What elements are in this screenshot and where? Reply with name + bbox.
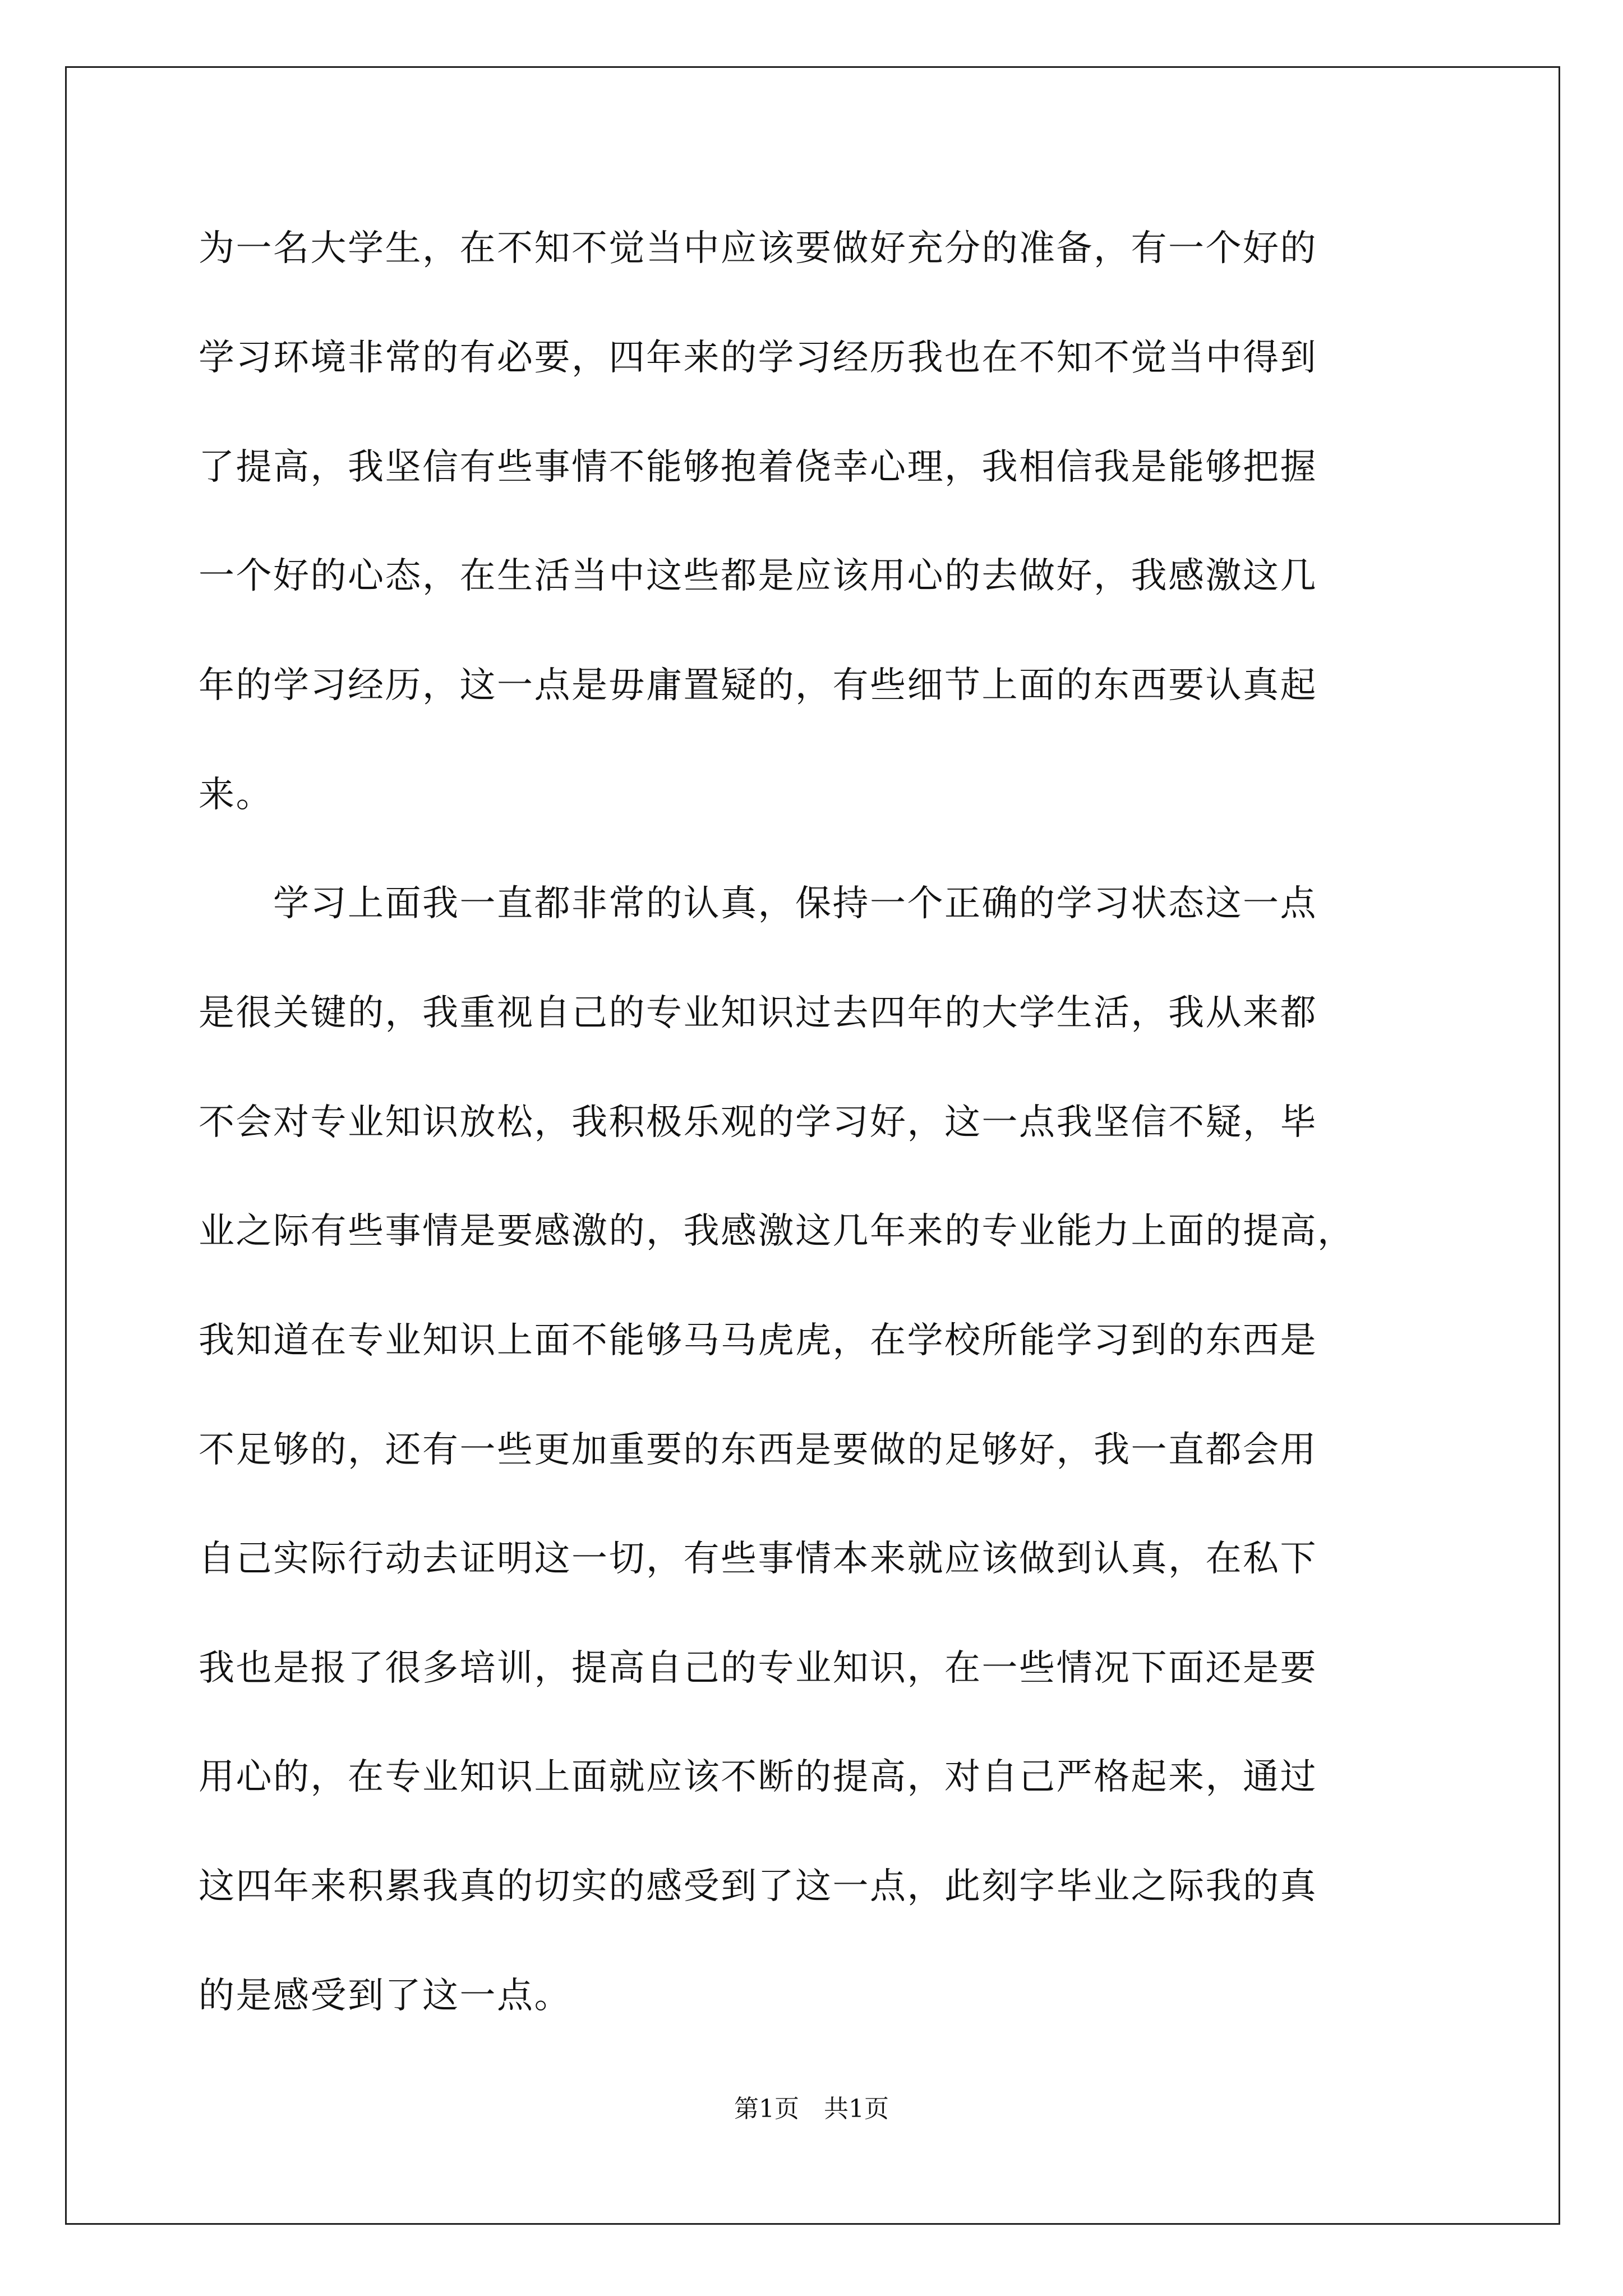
body-line: 我也是报了很多培训，提高自己的专业知识，在一些情况下面还是要 xyxy=(199,1648,1317,1689)
body-line: 一个好的心态，在生活当中这些都是应该用心的去做好，我感激这几 xyxy=(199,555,1317,597)
body-line: 学习上面我一直都非常的认真，保持一个正确的学习状态这一点 xyxy=(199,883,1317,924)
body-line: 不足够的，还有一些更加重要的东西是要做的足够好，我一直都会用 xyxy=(199,1429,1317,1471)
body-line: 不会对专业知识放松，我积极乐观的学习好，这一点我坚信不疑，毕 xyxy=(199,1102,1317,1143)
body-line: 年的学习经历，这一点是毋庸置疑的，有些细节上面的东西要认真起 xyxy=(199,665,1317,706)
body-line: 我知道在专业知识上面不能够马马虎虎，在学校所能学习到的东西是 xyxy=(199,1320,1317,1361)
body-line: 这四年来积累我真的切实的感受到了这一点，此刻字毕业之际我的真 xyxy=(199,1866,1317,1907)
body-line: 自己实际行动去证明这一切，有些事情本来就应该做到认真，在私下 xyxy=(199,1538,1317,1580)
body-line: 是很关键的，我重视自己的专业知识过去四年的大学生活，我从来都 xyxy=(199,992,1317,1034)
body-line: 来。 xyxy=(199,774,273,816)
page-footer: 第1页 共1页 xyxy=(734,2095,889,2123)
body-line: 为一名大学生，在不知不觉当中应该要做好充分的准备，有一个好的 xyxy=(199,228,1317,269)
body-line: 学习环境非常的有必要，四年来的学习经历我也在不知不觉当中得到 xyxy=(199,337,1317,379)
body-line: 了提高，我坚信有些事情不能够抱着侥幸心理，我相信我是能够把握 xyxy=(199,447,1317,488)
body-line: 用心的，在专业知识上面就应该不断的提高，对自己严格起来，通过 xyxy=(199,1756,1317,1798)
body-line: 的是感受到了这一点。 xyxy=(199,1975,571,2017)
body-line: 业之际有些事情是要感激的，我感激这几年来的专业能力上面的提高， xyxy=(199,1211,1355,1252)
